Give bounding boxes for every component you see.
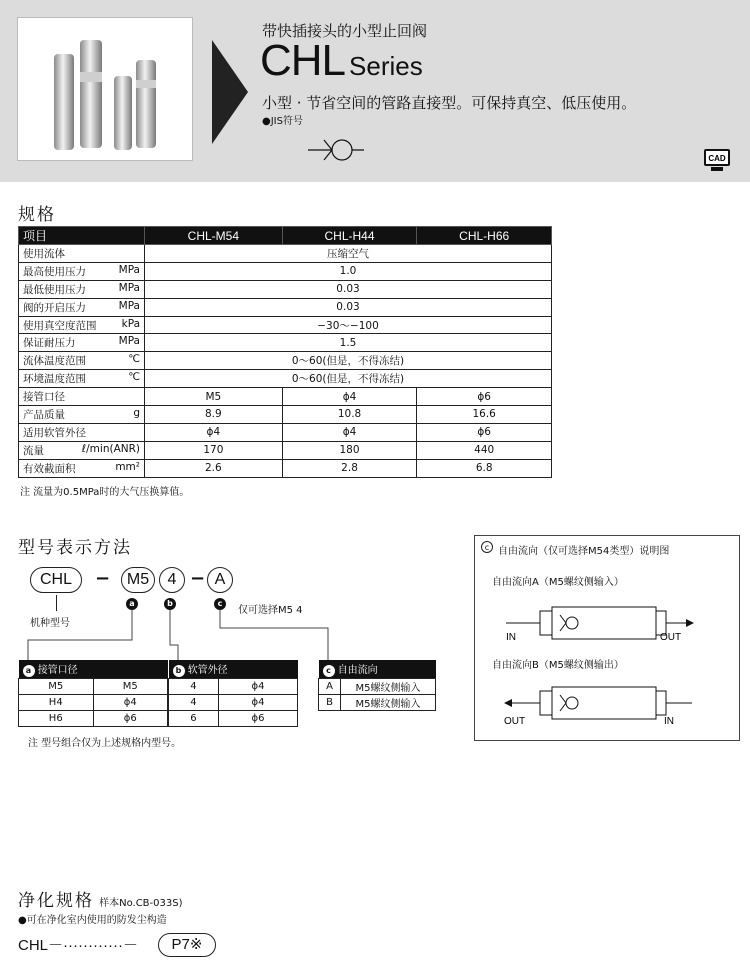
marker-c-icon: c bbox=[214, 598, 226, 610]
spec-row-label: 使用真空度范围 kPa bbox=[19, 316, 145, 334]
table-b-title: 软管外径 bbox=[187, 665, 228, 676]
spec-row-label: 保证耐压力 MPa bbox=[19, 334, 145, 352]
check-valve-symbol-icon bbox=[308, 126, 364, 174]
spec-cell: −30～−100 bbox=[145, 316, 552, 334]
spec-row-label: 使用流体 bbox=[19, 245, 145, 263]
spec-cell: 0.03 bbox=[145, 298, 552, 316]
clean-sample: 样本No.CB-033S) bbox=[99, 898, 183, 909]
series-label: 机种型号 bbox=[30, 618, 70, 629]
model-tube-pill: 4 bbox=[159, 567, 185, 593]
model-dash: − bbox=[190, 568, 206, 589]
flow-b-label: 自由流向B（M5螺纹侧输出） bbox=[492, 660, 624, 671]
model-note: 注 型号组合仅为上述规格内型号。 bbox=[28, 738, 182, 749]
spec-row-label: 适用软管外径 bbox=[19, 423, 145, 441]
flow-marker-icon: c bbox=[481, 541, 493, 553]
spec-row-label: 产品质量 g bbox=[19, 406, 145, 424]
spec-cell: 2.8 bbox=[282, 459, 417, 477]
model-port-pill: M5 bbox=[121, 567, 155, 593]
clean-suffix-pill: P7※ bbox=[158, 933, 216, 957]
spec-cell: ϕ4 bbox=[282, 388, 417, 406]
spec-cell: 1.5 bbox=[145, 334, 552, 352]
spec-table bbox=[18, 226, 552, 478]
spec-row-label: 流体温度范围 ℃ bbox=[19, 352, 145, 370]
table-c-title: 自由流向 bbox=[337, 665, 378, 676]
clean-heading: 净化规格 bbox=[18, 891, 94, 911]
spec-cell: 0～60(但是，不得冻结) bbox=[145, 370, 552, 388]
spec-row-label: 有效截面积 mm² bbox=[19, 459, 145, 477]
model-heading: 型号表示方法 bbox=[18, 538, 132, 558]
spec-cell: 440 bbox=[417, 441, 552, 459]
model-flow-pill: A bbox=[207, 567, 233, 593]
spec-cell: M5 bbox=[145, 388, 283, 406]
model-dash: − bbox=[95, 568, 111, 589]
marker-b-icon: b bbox=[164, 598, 176, 610]
page-title: CHL Series bbox=[260, 36, 423, 85]
spec-row-label: 最低使用压力 MPa bbox=[19, 280, 145, 298]
spec-row bbox=[19, 245, 552, 263]
table-a-marker-icon: a bbox=[23, 665, 35, 677]
marker-a-icon: a bbox=[126, 598, 138, 610]
spec-row-label: 最高使用压力 MPa bbox=[19, 262, 145, 280]
spec-row bbox=[19, 388, 552, 406]
model-series-pill: CHL bbox=[30, 567, 82, 593]
spec-cell: 8.9 bbox=[145, 406, 283, 424]
spec-cell: 180 bbox=[282, 441, 417, 459]
spec-row bbox=[19, 370, 552, 388]
spec-cell: 16.6 bbox=[417, 406, 552, 424]
flow-drawings bbox=[474, 535, 740, 741]
series-leader-line bbox=[56, 595, 57, 611]
c-note: 仅可选择M5 4 bbox=[238, 605, 303, 616]
spec-row bbox=[19, 423, 552, 441]
svg-text:CAD: CAD bbox=[708, 154, 726, 163]
spec-cell: 0～60(但是，不得冻结) bbox=[145, 352, 552, 370]
subtitle: 带快插接头的小型止回阀 bbox=[262, 22, 428, 40]
spec-cell: ϕ6 bbox=[417, 388, 552, 406]
flow-title: 自由流向（仅可选择M54类型）说明图 bbox=[498, 546, 670, 557]
spec-cell: 压缩空气 bbox=[145, 245, 552, 263]
spec-cell: ϕ6 bbox=[417, 423, 552, 441]
flow-b-out: OUT bbox=[504, 716, 526, 727]
spec-cell: 10.8 bbox=[282, 406, 417, 424]
spec-row bbox=[19, 352, 552, 370]
flow-b-in: IN bbox=[664, 716, 674, 727]
spec-cell: 170 bbox=[145, 441, 283, 459]
table-b-marker-icon: b bbox=[173, 665, 185, 677]
flow-a-in: IN bbox=[506, 632, 516, 643]
spec-col-h66: CHL-H66 bbox=[417, 227, 552, 245]
spec-note: 注 流量为0.5MPa时的大气压换算值。 bbox=[20, 487, 190, 498]
spec-cell: ϕ4 bbox=[145, 423, 283, 441]
spec-row-label: 环境温度范围 ℃ bbox=[19, 370, 145, 388]
spec-row bbox=[19, 334, 552, 352]
spec-cell: 0.03 bbox=[145, 280, 552, 298]
spec-cell: 6.8 bbox=[417, 459, 552, 477]
spec-row bbox=[19, 280, 552, 298]
spec-row bbox=[19, 406, 552, 424]
spec-row-label: 流量 ℓ/min(ANR) bbox=[19, 441, 145, 459]
jis-label: ●JIS符号 bbox=[262, 116, 303, 127]
clean-code: CHL－············－ bbox=[18, 937, 138, 954]
table-c: c 自由流向 A M5螺纹侧输入 B M5螺纹侧输入 bbox=[318, 660, 436, 711]
table-c-marker-icon: c bbox=[323, 665, 335, 677]
flow-a-label: 自由流向A（M5螺纹侧输入） bbox=[492, 577, 624, 588]
spec-col-m54: CHL-M54 bbox=[145, 227, 283, 245]
spec-col-item: 项目 bbox=[19, 227, 145, 245]
flow-a-out: OUT bbox=[660, 632, 682, 643]
header-arrow bbox=[212, 40, 248, 144]
spec-row bbox=[19, 262, 552, 280]
table-a: a 接管口径 M5 M5 H4 ϕ4 H6 ϕ6 bbox=[18, 660, 168, 727]
clean-heading-row bbox=[18, 886, 182, 911]
spec-row-label: 接管口径 bbox=[19, 388, 145, 406]
spec-heading: 规格 bbox=[18, 205, 56, 225]
product-photo bbox=[17, 17, 193, 161]
spec-cell: 1.0 bbox=[145, 262, 552, 280]
spec-row bbox=[19, 459, 552, 477]
spec-row bbox=[19, 298, 552, 316]
spec-row bbox=[19, 316, 552, 334]
description: 小型 · 节省空间的管路直接型。可保持真空、低压使用。 bbox=[262, 94, 637, 112]
table-a-title: 接管口径 bbox=[37, 665, 78, 676]
clean-desc: ●可在净化室内使用的防发尘构造 bbox=[18, 915, 167, 926]
spec-cell: ϕ4 bbox=[282, 423, 417, 441]
spec-row bbox=[19, 441, 552, 459]
cad-icon[interactable] bbox=[703, 148, 731, 172]
spec-cell: 2.6 bbox=[145, 459, 283, 477]
spec-col-h44: CHL-H44 bbox=[282, 227, 417, 245]
spec-row-label: 阀的开启压力 MPa bbox=[19, 298, 145, 316]
table-b: b 软管外径 4 ϕ4 4 ϕ4 6 ϕ6 bbox=[168, 660, 298, 727]
